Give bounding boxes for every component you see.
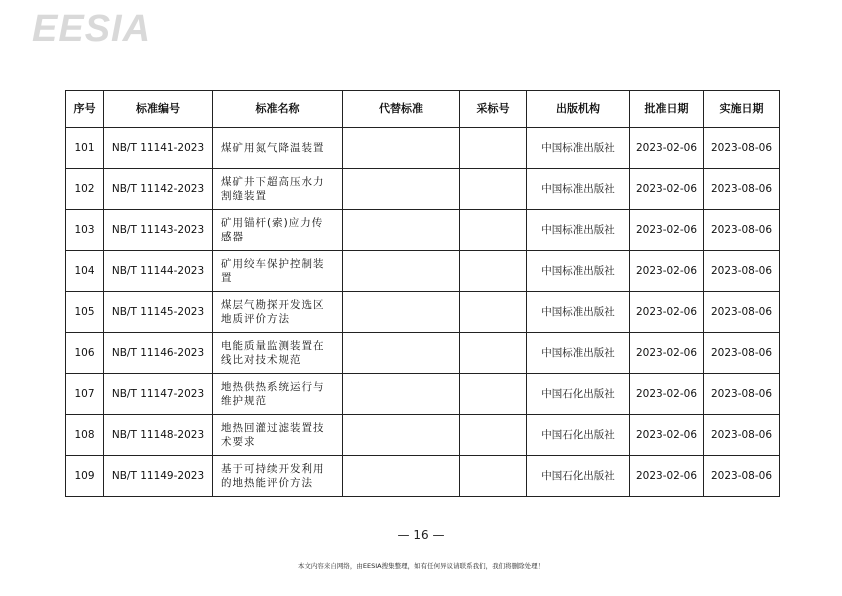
publisher-cell: 中国标准出版社	[527, 128, 630, 169]
code-cell: NB/T 11146-2023	[104, 333, 213, 374]
publisher-cell: 中国标准出版社	[527, 210, 630, 251]
footer-disclaimer: 本文内容来自网络，由EESIA搜集整理，如有任何异议请联系我们，我们将删除处理！	[297, 562, 545, 570]
replaces-cell	[343, 128, 460, 169]
approved-cell: 2023-02-06	[630, 251, 704, 292]
seq-cell: 102	[66, 169, 104, 210]
table-row	[66, 169, 780, 210]
code-cell: NB/T 11147-2023	[104, 374, 213, 415]
adopted-cell	[460, 251, 527, 292]
replaces-cell	[343, 210, 460, 251]
adopted-cell	[460, 128, 527, 169]
publisher-cell: 中国标准出版社	[527, 251, 630, 292]
table-row	[66, 128, 780, 169]
table-row	[66, 251, 780, 292]
code-cell: NB/T 11145-2023	[104, 292, 213, 333]
name-cell: 基于可持续开发利用的地热能评价方法	[213, 456, 343, 497]
name-cell: 煤层气勘探开发选区地质评价方法	[213, 292, 343, 333]
publisher-cell: 中国石化出版社	[527, 456, 630, 497]
approved-cell: 2023-02-06	[630, 456, 704, 497]
approved-cell: 2023-02-06	[630, 292, 704, 333]
table-row	[66, 456, 780, 497]
replaces-cell	[343, 333, 460, 374]
adopted-cell	[460, 169, 527, 210]
replaces-cell	[343, 169, 460, 210]
replaces-cell	[343, 456, 460, 497]
effective-cell: 2023-08-06	[704, 374, 780, 415]
code-cell: NB/T 11141-2023	[104, 128, 213, 169]
table-row	[66, 292, 780, 333]
table-row	[66, 210, 780, 251]
effective-cell: 2023-08-06	[704, 210, 780, 251]
publisher-cell: 中国石化出版社	[527, 415, 630, 456]
code-cell: NB/T 11144-2023	[104, 251, 213, 292]
replaces-cell	[343, 251, 460, 292]
header-seq: 序号	[66, 91, 104, 128]
name-cell: 矿用锚杆(索)应力传感器	[213, 210, 343, 251]
adopted-cell	[460, 415, 527, 456]
header-approval-date: 批准日期	[630, 91, 704, 128]
seq-cell: 101	[66, 128, 104, 169]
effective-cell: 2023-08-06	[704, 333, 780, 374]
code-cell: NB/T 11142-2023	[104, 169, 213, 210]
header-standard-name: 标准名称	[213, 91, 343, 128]
publisher-cell: 中国标准出版社	[527, 333, 630, 374]
code-cell: NB/T 11149-2023	[104, 456, 213, 497]
effective-cell: 2023-08-06	[704, 456, 780, 497]
name-cell: 矿用绞车保护控制装置	[213, 251, 343, 292]
name-cell: 煤矿用氮气降温装置	[213, 128, 343, 169]
approved-cell: 2023-02-06	[630, 169, 704, 210]
effective-cell: 2023-08-06	[704, 169, 780, 210]
header-adopted-no: 采标号	[460, 91, 527, 128]
publisher-cell: 中国石化出版社	[527, 374, 630, 415]
replaces-cell	[343, 292, 460, 333]
adopted-cell	[460, 333, 527, 374]
table-row	[66, 415, 780, 456]
table-row	[66, 374, 780, 415]
header-replaces: 代替标准	[343, 91, 460, 128]
code-cell: NB/T 11148-2023	[104, 415, 213, 456]
effective-cell: 2023-08-06	[704, 292, 780, 333]
effective-cell: 2023-08-06	[704, 128, 780, 169]
publisher-cell: 中国标准出版社	[527, 169, 630, 210]
header-publisher: 出版机构	[527, 91, 630, 128]
seq-cell: 103	[66, 210, 104, 251]
effective-cell: 2023-08-06	[704, 251, 780, 292]
table-header-row	[66, 91, 780, 128]
approved-cell: 2023-02-06	[630, 333, 704, 374]
eesia-logo: EESIA	[32, 8, 152, 50]
approved-cell: 2023-02-06	[630, 374, 704, 415]
adopted-cell	[460, 374, 527, 415]
approved-cell: 2023-02-06	[630, 415, 704, 456]
seq-cell: 107	[66, 374, 104, 415]
adopted-cell	[460, 456, 527, 497]
page-number: — 16 —	[397, 528, 445, 542]
name-cell: 地热供热系统运行与维护规范	[213, 374, 343, 415]
replaces-cell	[343, 415, 460, 456]
seq-cell: 108	[66, 415, 104, 456]
seq-cell: 104	[66, 251, 104, 292]
seq-cell: 105	[66, 292, 104, 333]
name-cell: 电能质量监测装置在线比对技术规范	[213, 333, 343, 374]
adopted-cell	[460, 210, 527, 251]
code-cell: NB/T 11143-2023	[104, 210, 213, 251]
name-cell: 煤矿井下超高压水力割缝装置	[213, 169, 343, 210]
standards-table	[65, 90, 780, 497]
replaces-cell	[343, 374, 460, 415]
header-effective-date: 实施日期	[704, 91, 780, 128]
seq-cell: 106	[66, 333, 104, 374]
adopted-cell	[460, 292, 527, 333]
approved-cell: 2023-02-06	[630, 210, 704, 251]
publisher-cell: 中国标准出版社	[527, 292, 630, 333]
table-row	[66, 333, 780, 374]
effective-cell: 2023-08-06	[704, 415, 780, 456]
header-standard-code: 标准编号	[104, 91, 213, 128]
name-cell: 地热回灌过滤装置技术要求	[213, 415, 343, 456]
approved-cell: 2023-02-06	[630, 128, 704, 169]
seq-cell: 109	[66, 456, 104, 497]
